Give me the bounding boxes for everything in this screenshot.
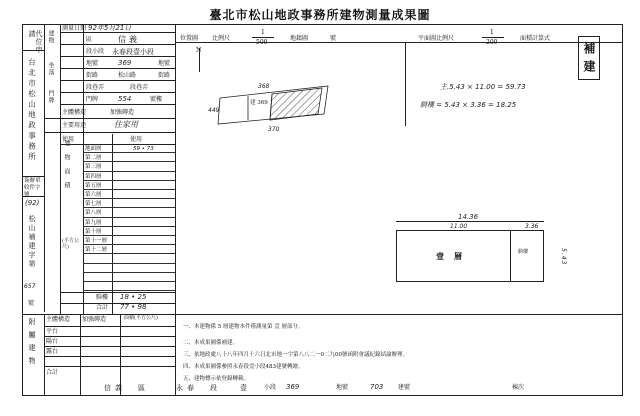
accessory-structure-value: 加強磚造 [82,316,107,323]
floor-row [83,163,175,171]
scale-1-num: 1 [261,29,265,36]
lot-left: 449 [208,107,220,114]
accessory-row-2: 陽台 [46,338,59,345]
floor-label: 第九層 [85,219,102,226]
scale-2-den: 200 [486,39,498,46]
footer-subsection-suffix: 小段 [264,384,277,391]
floor-label: 第四層 [85,173,102,180]
floor-row [83,154,175,162]
footer-subsection: 壹 [240,384,247,392]
floor-row [83,200,175,208]
door-value: 554 [118,95,132,103]
balcony-value: 18 • 25 [120,293,147,301]
lot-label: 地號 [86,60,99,67]
lot-suffix: 地號 [158,60,171,67]
floor-row [83,274,175,282]
floor-label: 第二層 [85,155,102,162]
floor-area-vlabel: 建物面積 [63,140,70,196]
use-value: 住家用 [114,120,138,129]
floors-header-area: 使用 [130,136,143,143]
district-label: 區 [86,36,93,43]
area-unit: (平方公尺) [62,238,79,250]
floor-label: 第十一層 [85,238,108,244]
doorplate-vlabel: 門牌 [47,90,54,104]
footer-build-no: 703 [370,383,384,391]
floor-plan-balcony-label: 騎樓 [518,249,529,255]
north-arrow [199,48,200,72]
street-value: 松山路 [118,72,137,79]
floor-label: 第七層 [85,201,102,208]
note-2: 二、本成果圖係補建。 [183,340,239,346]
accessory-area-label: 面積(平方公尺) [124,315,158,321]
floor-row [83,182,175,190]
structure-label: 主體構造 [62,109,87,116]
balcony-formula: 騎樓 = 5.43 × 3.36 = 18.25 [420,101,517,109]
note-4: 四、本成果圖係參照永春段壹小段483建號轉繪。 [183,364,304,370]
receipt-value: 657 [24,283,36,290]
lane-value: 段巷弄 [130,84,149,91]
survey-date-value: 92年5月21日 [88,24,132,32]
footer-chapter: 棟次 [512,384,525,391]
calc-label: 面積計算式 [520,35,551,42]
supplement-stamp-text: 補建 [582,42,596,78]
plan-top-left: 11.00 [450,223,468,230]
map-label: 地籍圖 [290,35,309,42]
number-suffix: 號 [28,300,35,307]
accessory-row-3: 露台 [46,348,59,355]
floor-row [83,255,175,263]
scale-label-1: 比例尺 [212,35,231,42]
street-suffix: 街路 [158,72,171,79]
floors-header-use: 使用 [62,136,75,143]
accessory-structure: 主體構造 [46,316,71,323]
floor-row [83,237,175,245]
position-label: 位置圖 [180,35,199,42]
note-1: 一、本建物係 5 層建物本件僅測量第 壹 層部分。 [183,324,304,330]
scale-1-den: 500 [256,39,268,46]
floor-row [83,246,175,254]
lot-value: 369 [118,59,132,67]
floor-label: 第六層 [85,192,102,198]
plan-label: 平面圖比例尺 [418,35,455,42]
sheet-label: 號 [330,35,337,42]
total-label: 合計 [96,304,109,311]
checker-label: 簽辦單收件字號 [24,178,41,198]
receipt-no: (92) [25,199,40,207]
floor-label: 地面層 [85,146,102,152]
street-label: 街路 [86,72,99,79]
district-value: 信義 [118,35,140,44]
accessory-total: 合計 [46,369,59,376]
plan-side-dim: 5.43 [560,248,567,266]
floor-row [83,173,175,181]
location-label: 坐落 [47,62,54,76]
footer-district-suffix: 區 [138,384,145,392]
lot-building: 建 369 [250,100,268,106]
lot-top: 368 [258,83,270,90]
note-5: 五、建物標示依登錄轉載。 [183,376,250,382]
total-value: 77 • 98 [120,303,147,311]
lane-label: 段巷弄 [86,84,105,91]
door-suffix: 號樓 [150,96,163,103]
floor-row [83,219,175,227]
scale-2-num: 1 [490,29,494,36]
floor-plan-divider [510,230,511,282]
floor-row [83,191,175,199]
survey-date-label: 測量日期 [62,25,87,32]
floor-row [83,283,175,291]
note-3: 三、依地政處八十八年四月十六日北市地一字第八八二一0二九00號函附會議紀錄結論辦理。 [183,352,409,358]
floor-row [83,209,175,217]
accessory-row-1: 平台 [46,328,59,335]
dim-line-top [396,221,544,222]
floor-label: 第五層 [85,182,102,189]
footer-section-suffix: 段 [210,384,217,392]
plan-top-total: 14.36 [458,213,479,221]
footer-lot-suffix: 地號 [336,384,349,391]
main-formula: 主.5.43 × 11.00 = 59.73 [440,83,526,91]
use-label: 主要用途 [62,122,87,129]
floor-label: 第十二層 [85,247,108,254]
accessory-label: 附屬建物 [28,318,36,370]
structure-value: 加強磚造 [110,109,135,116]
floor-row [83,228,175,236]
footer-build-suffix: 建號 [398,384,411,391]
floor-area: 59 • 73 [133,146,154,152]
floor-label: 第三層 [85,164,102,171]
footer-section: 永春 [176,384,198,392]
north-label: N [196,47,202,54]
footer-district: 信義 [104,384,126,392]
office-vertical: 台北市松山地政事務所 [27,58,37,163]
agent-label: 代位申請 [28,30,43,54]
supplement-vertical: 松山補建字第 [28,215,36,269]
section-label: 段小段 [86,48,105,55]
door-label: 門牌 [86,96,99,103]
floor-row [83,265,175,273]
floor-row [83,145,175,153]
page-title: 臺北市松山地政事務所建物測量成果圖 [209,8,431,22]
section-value: 永春段壹小段 [112,48,154,56]
survey-col-label: 建物 [47,30,54,44]
balcony-label: 騎樓 [96,294,109,301]
lot-bottom: 370 [268,126,280,133]
plan-top-right: 3.36 [525,223,539,230]
floor-label: 第八層 [85,210,102,217]
floor-label: 第十層 [85,228,102,235]
floor-plan-main-label: 壹層 [436,251,472,261]
footer-lot: 369 [286,383,300,391]
